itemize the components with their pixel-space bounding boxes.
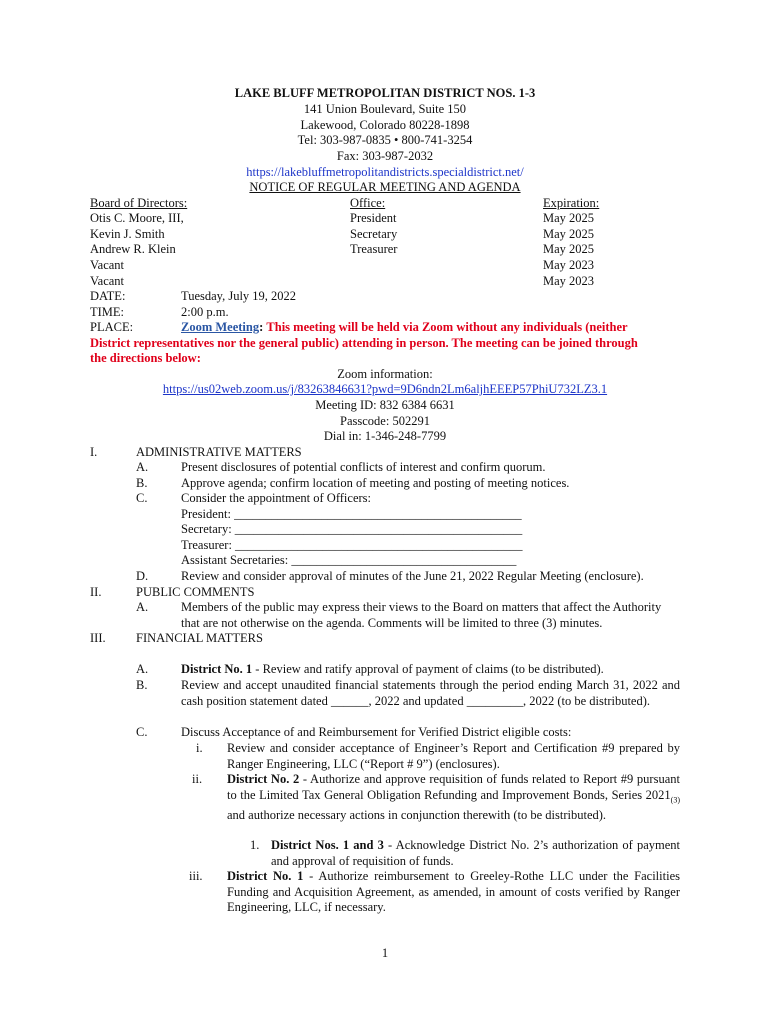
- zoom-url-link[interactable]: https://us02web.zoom.us/j/83263846631?pwd=9D6ndn2Lm6aljhEEEP57PhiU732LZ3.1: [162, 382, 608, 396]
- expiration-header: Expiration:: [543, 196, 600, 210]
- agenda-item: Discuss Acceptance of and Reimbursement for Verified District eligible costs:: [181, 725, 572, 739]
- agenda-item-text: - Review and ratify approval of payment of claims (to be distributed).: [252, 662, 604, 676]
- board-member-expiration: May 2025: [543, 227, 595, 241]
- section-title: ADMINISTRATIVE MATTERS: [136, 445, 302, 459]
- zoom-info-label: Zoom information:: [337, 367, 433, 381]
- place-note-line-3: the directions below:: [90, 351, 201, 365]
- subitem-numeral: i.: [196, 741, 203, 755]
- board-member-office: President: [350, 211, 397, 225]
- agenda-item: Approve agenda; confirm location of meeting and posting of meeting notices.: [181, 476, 570, 490]
- board-member-name: Vacant: [90, 258, 125, 272]
- board-member-office: Treasurer: [350, 242, 398, 256]
- agenda-item-continued: that are not otherwise on the agenda. Comments will be limited to three (3) minutes.: [181, 616, 603, 630]
- agenda-subitem-text: - Authorize reimbursement to Greeley-Rothe LLC under the Facilities Funding and Acquisition Agreement, as amended, in amount of costs verified by Ranger Engineering, LLC, if necessary.: [227, 869, 680, 914]
- place-note-line-1: This meeting will be held via Zoom without any individuals (neither: [266, 320, 628, 334]
- place-colon: :: [259, 320, 264, 334]
- agenda-subitem: [227, 772, 680, 823]
- board-member-expiration: May 2025: [543, 211, 595, 225]
- agenda-item: Review and consider approval of minutes of the June 21, 2022 Regular Meeting (enclosure).: [181, 569, 644, 583]
- section-number: III.: [90, 631, 106, 645]
- office-header: Office:: [350, 196, 386, 210]
- board-member-name: Otis C. Moore, III,: [90, 211, 184, 225]
- place-label: PLACE:: [90, 320, 134, 334]
- officer-treasurer-blank: Treasurer: ______________________________________________: [181, 538, 523, 552]
- section-title: PUBLIC COMMENTS: [136, 585, 255, 599]
- board-member-name: Andrew R. Klein: [90, 242, 176, 256]
- item-letter: B.: [136, 476, 148, 490]
- date-label: DATE:: [90, 289, 126, 303]
- officer-assistant-blank: Assistant Secretaries: ____________________________________: [181, 553, 517, 567]
- board-member-name: Vacant: [90, 274, 125, 288]
- district-label: District No. 1: [227, 869, 304, 883]
- board-header: Board of Directors:: [90, 196, 188, 210]
- page-number: 1: [381, 946, 389, 960]
- board-member-expiration: May 2023: [543, 258, 595, 272]
- board-member-expiration: May 2023: [543, 274, 595, 288]
- agenda-subitem-text: - Authorize and approve requisition of funds related to Report #9 pursuant to the Limited Tax General Obligation Refunding and Improvement Bonds, Series 2021: [227, 772, 680, 802]
- agenda-item: [181, 662, 604, 678]
- agenda-item: Members of the public may express their views to the Board on matters that affect the Authority: [181, 600, 662, 614]
- district-label: District No. 1: [181, 662, 253, 676]
- agenda-subsubitem-text: - Acknowledge District No. 2’s authorization of payment and approval of requisition of funds.: [271, 838, 680, 868]
- agenda-item: Review and accept unaudited financial statements through the period ending March 31, 2022 and cash position statement dated ______, 2022 and updated _________, 2022 (to be distributed).: [181, 678, 680, 708]
- agenda-subitem-text-end: and authorize necessary actions in conjunction therewith (to be distributed).: [227, 807, 607, 822]
- board-member-name: Kevin J. Smith: [90, 227, 165, 241]
- series-subscript: (3): [670, 795, 680, 804]
- subsubitem-number: 1.: [250, 838, 260, 852]
- item-letter: B.: [136, 678, 148, 692]
- address-line-2: Lakewood, Colorado 80228-1898: [300, 118, 470, 132]
- zoom-dial-in: Dial in: 1-346-248-7799: [323, 429, 447, 443]
- item-letter: C.: [136, 725, 148, 739]
- item-letter: D.: [136, 569, 149, 583]
- time-label: TIME:: [90, 305, 125, 319]
- meeting-time: 2:00 p.m.: [181, 305, 229, 319]
- item-letter: A.: [136, 600, 149, 614]
- district-title: LAKE BLUFF METROPOLITAN DISTRICT NOS. 1-3: [234, 86, 536, 100]
- meeting-date: Tuesday, July 19, 2022: [181, 289, 297, 303]
- item-letter: C.: [136, 491, 148, 505]
- board-member-expiration: May 2025: [543, 242, 595, 256]
- subitem-numeral: iii.: [189, 869, 203, 883]
- fax: Fax: 303-987-2032: [336, 149, 434, 163]
- officer-president-blank: President: ______________________________________________: [181, 507, 522, 521]
- website-link[interactable]: https://lakebluffmetropolitandistricts.specialdistrict.net/: [246, 165, 524, 179]
- section-title: FINANCIAL MATTERS: [136, 631, 263, 645]
- notice-heading: NOTICE OF REGULAR MEETING AND AGENDA: [249, 180, 521, 194]
- item-letter: A.: [136, 662, 149, 676]
- board-member-office: Secretary: [350, 227, 398, 241]
- district-label: District Nos. 1 and 3: [271, 838, 384, 852]
- zoom-meeting-id: Meeting ID: 832 6384 6631: [315, 398, 455, 412]
- agenda-subitem: [227, 869, 680, 916]
- district-label: District No. 2: [227, 772, 300, 786]
- item-letter: A.: [136, 460, 149, 474]
- agenda-subsubitem: [271, 838, 680, 869]
- address-line-1: 141 Union Boulevard, Suite 150: [303, 102, 467, 116]
- zoom-passcode: Passcode: 502291: [340, 414, 430, 428]
- agenda-subitem: Review and consider acceptance of Engineer’s Report and Certification #9 prepared by Ranger Engineering, LLC (“Report # 9”) (enclosures).: [227, 741, 680, 771]
- section-number: II.: [90, 585, 102, 599]
- zoom-meeting-link[interactable]: Zoom Meeting: [181, 320, 260, 334]
- place-note-line-2: District representatives nor the general public) attending in person. The meeting can be joined through: [90, 336, 638, 350]
- agenda-item: Present disclosures of potential conflicts of interest and confirm quorum.: [181, 460, 546, 474]
- officer-secretary-blank: Secretary: ______________________________________________: [181, 522, 523, 536]
- telephone: Tel: 303-987-0835 • 800-741-3254: [297, 133, 473, 147]
- agenda-item: Consider the appointment of Officers:: [181, 491, 372, 505]
- section-number: I.: [90, 445, 98, 459]
- subitem-numeral: ii.: [192, 772, 203, 786]
